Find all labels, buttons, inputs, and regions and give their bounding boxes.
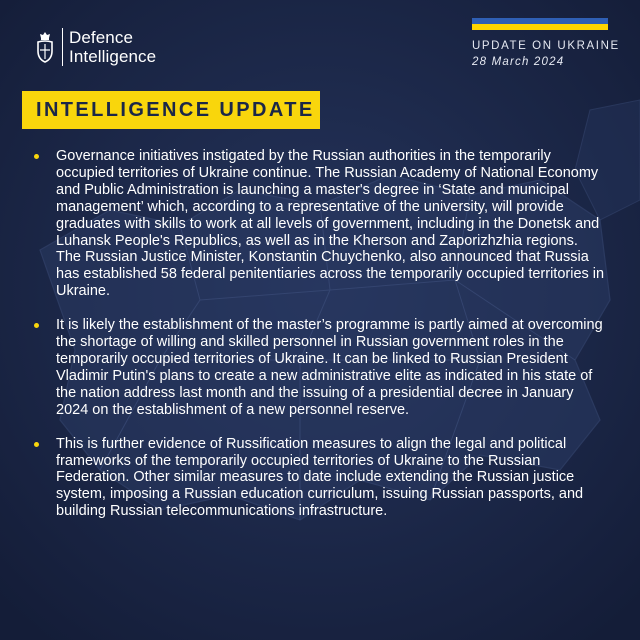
bullet-dot-icon [34, 154, 39, 159]
bullet-dot-icon [34, 323, 39, 328]
logo-line-1: Defence [69, 28, 134, 47]
update-date: 28 March 2024 [472, 56, 565, 68]
intelligence-update-banner: INTELLIGENCE UPDATE [22, 91, 320, 129]
update-title: UPDATE ON UKRAINE [472, 40, 620, 52]
bullet-item-3 [28, 436, 606, 521]
bullet-text-2: It is likely the establishment of the master’s programme is partly aimed at overcoming the shortage of willing and skilled personnel in Russian government roles in the temporarily occupied territories of Ukraine. It can be linked to Russian President Vladimir Putin's plans to create a new administrative elite as indicated in his state of the nation address last month and the issuing of a presidential decree in January 2024 on the establishment of a new personnel reserve. [56, 317, 603, 418]
bullet-item-2 [28, 317, 606, 418]
bullet-dot-icon [34, 442, 39, 447]
royal-crest-icon [34, 29, 56, 65]
bullet-list [28, 148, 606, 537]
ukraine-flag [472, 18, 608, 30]
logo-divider [62, 28, 63, 66]
bullet-text-3: This is further evidence of Russification measures to align the legal and political frameworks of the temporarily occupied territories of Ukraine to the Russian Federation. Other similar measures to date include extending the Russian justice system, imposing a Russian education curriculum, issuing Russian passports, and building Russian telecommunications infrastructure. [56, 435, 584, 520]
bullet-text-1: Governance initiatives instigated by the Russian authorities in the temporarily occupied territories of Ukraine continue. The Russian Academy of National Economy and Public Administration is launching a master's degree in ‘State and municipal management’ which, according to a representative of the university, will provide graduates with skills to work at all levels of government, including in the Donetsk and Luhansk People's Republics, as well as in the Kherson and Zaporizhzhia regions. The Russian Justice Minister, Konstantin Chuychenko, also announced that Russia has established 58 federal penitentiaries across the temporarily occupied territories in Ukraine. [56, 148, 605, 300]
defence-intelligence-logo [34, 26, 156, 68]
logo-line-2: Intelligence [69, 47, 157, 66]
flag-yellow-stripe [472, 24, 608, 30]
logo-text [69, 28, 156, 66]
bullet-item-1 [28, 148, 606, 300]
